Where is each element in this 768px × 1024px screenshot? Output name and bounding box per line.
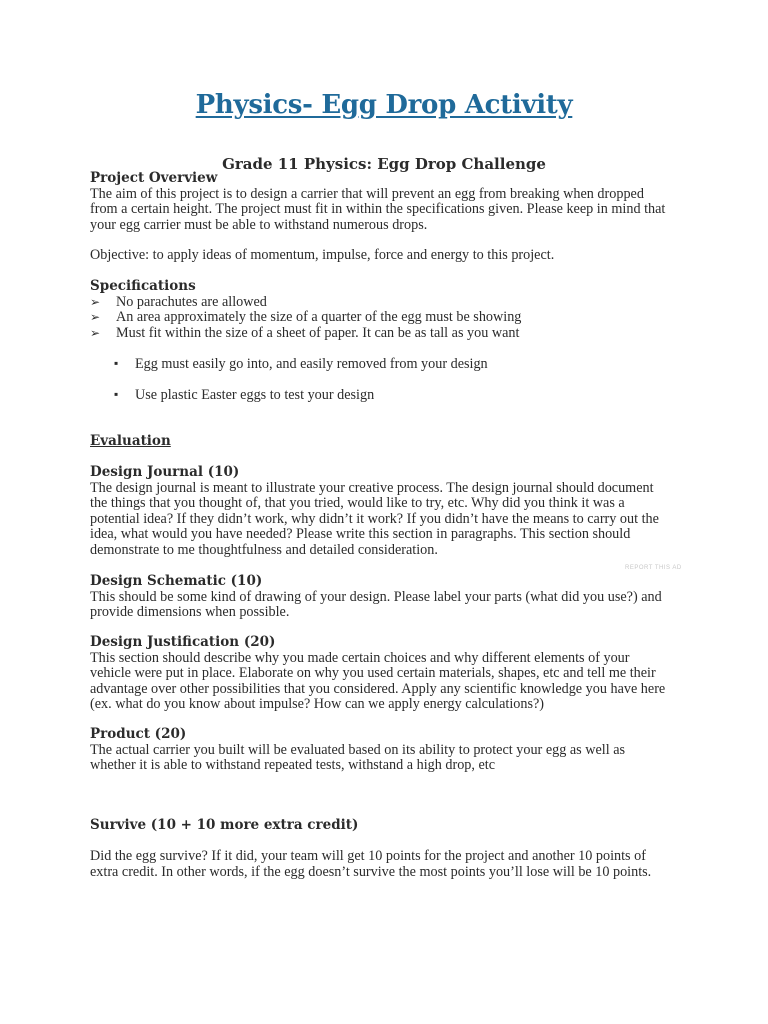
spec-bullet-item <box>90 357 690 373</box>
survive-line: extra credit. In other words, if the egg doesn’t survive the most points you’ll lose will be 10 points. <box>90 863 652 880</box>
design-schematic-section <box>90 574 690 621</box>
product-line: The actual carrier you built will be evaluated based on its ability to protect your egg as well as <box>90 741 626 758</box>
report-ad-link[interactable]: REPORT THIS AD <box>625 565 682 571</box>
arrow-bullet-icon: ➢ <box>90 325 101 340</box>
evaluation-heading: Evaluation <box>90 433 171 449</box>
overview-line: your egg carrier must be able to withstand numerous drops. <box>90 216 428 233</box>
design-justification-heading: Design Justification (20) <box>90 634 276 650</box>
document-title: Physics- Egg Drop Activity <box>195 90 573 120</box>
design-schematic-heading: Design Schematic (10) <box>90 573 263 589</box>
spec-item <box>90 310 690 326</box>
survive-section <box>90 849 690 880</box>
design-justification-line: advantage over other possibilities that you considered. Apply any scientific knowledge you have here <box>90 680 666 697</box>
design-journal-heading: Design Journal (10) <box>90 464 240 480</box>
objective-text: Objective: to apply ideas of momentum, impulse, force and energy to this project. <box>90 247 555 263</box>
spec-item-text: No parachutes are allowed <box>116 293 267 310</box>
overview-line: The aim of this project is to design a carrier that will prevent an egg from breaking when dropped <box>90 185 644 202</box>
project-overview-section <box>90 171 690 233</box>
design-journal-line: idea, what would you have needed? Please write this section in paragraphs. This section should <box>90 526 631 542</box>
design-journal-line: demonstrate to me thoughtfulness and detailed consideration. <box>90 541 438 558</box>
survive-heading: Survive (10 + 10 more extra credit) <box>90 817 359 833</box>
arrow-bullet-icon: ➢ <box>90 294 101 309</box>
spec-bullet-item <box>90 388 690 404</box>
design-justification-line: This section should describe why you made certain choices and why different elements of your <box>90 649 630 666</box>
spec-item-text: An area approximately the size of a quarter of the egg must be showing <box>116 309 522 325</box>
arrow-bullet-icon: ➢ <box>90 310 101 324</box>
spec-bullet-text: Use plastic Easter eggs to test your design <box>135 387 375 403</box>
survive-line: Did the egg survive? If it did, your team will get 10 points for the project and another 10 points of <box>90 848 646 864</box>
design-journal-line: The design journal is meant to illustrate your creative process. The design journal should document <box>90 479 654 496</box>
design-justification-section <box>90 635 690 713</box>
square-bullet-icon: ▪ <box>114 356 119 370</box>
design-schematic-line: This should be some kind of drawing of your design. Please label your parts (what did you use?) and <box>90 588 662 605</box>
overview-line: from a certain height. The project must fit in within the specifications given. Please keep in mind that <box>90 201 666 217</box>
product-heading: Product (20) <box>90 726 187 742</box>
document-subtitle: Grade 11 Physics: Egg Drop Challenge <box>222 155 546 173</box>
spec-item <box>90 295 690 311</box>
spec-item-text: Must fit within the size of a sheet of paper. It can be as tall as you want <box>116 324 520 341</box>
spec-item <box>90 326 690 342</box>
specifications-section <box>90 279 690 341</box>
spec-bullet-text: Egg must easily go into, and easily removed from your design <box>135 356 488 372</box>
design-journal-line: potential idea? If they didn’t work, why didn’t it work? If you didn’t have the means to carry out the <box>90 510 659 527</box>
design-journal-line: the things that you thought of, that you tried, would like to try, etc. Why did you think it was a <box>90 495 625 511</box>
design-schematic-line: provide dimensions when possible. <box>90 604 290 620</box>
product-section <box>90 727 690 774</box>
design-journal-section <box>90 465 690 558</box>
product-line: whether it is able to withstand repeated tests, withstand a high drop, etc <box>90 757 496 773</box>
specifications-heading: Specifications <box>90 278 196 294</box>
square-bullet-icon: ▪ <box>114 387 119 401</box>
design-justification-line: vehicle were put in place. Elaborate on why you used certain materials, shapes, etc and tell me their <box>90 665 656 681</box>
project-overview-heading: Project Overview <box>90 170 218 186</box>
design-justification-line: (ex. what do you know about impulse? How can we apply energy calculations?) <box>90 696 544 712</box>
